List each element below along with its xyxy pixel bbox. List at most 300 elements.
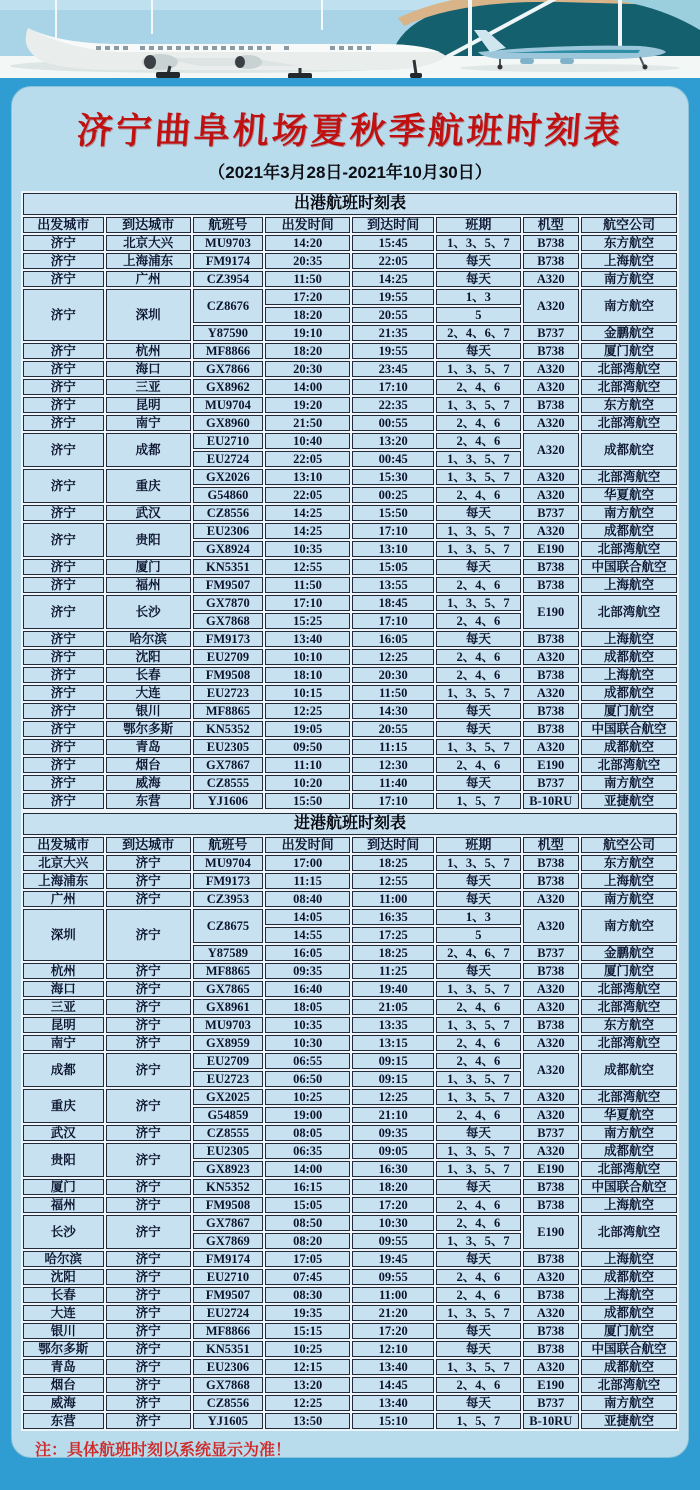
flight-no-cell: GX2025 <box>193 1089 263 1105</box>
depart-time-cell: 12:25 <box>265 1395 350 1411</box>
flight-no-cell: CZ3953 <box>193 891 263 907</box>
arrive-city-cell: 厦门 <box>106 559 191 575</box>
arrive-time-cell: 18:45 <box>352 595 434 611</box>
days-cell: 1、3、5、7 <box>436 739 520 755</box>
arrive-time-cell: 17:10 <box>352 523 434 539</box>
arrive-time-cell: 22:35 <box>352 397 434 413</box>
arrive-time-cell: 09:15 <box>352 1071 434 1087</box>
depart-city-cell: 长春 <box>23 1287 104 1303</box>
depart-city-cell: 重庆 <box>23 1089 104 1123</box>
page-title: 济宁曲阜机场夏秋季航班时刻表 <box>75 111 625 151</box>
aircraft-cell: B737 <box>523 945 579 961</box>
aircraft-cell: E190 <box>523 1377 579 1393</box>
airline-cell: 亚捷航空 <box>581 1413 677 1429</box>
depart-city-cell: 青岛 <box>23 1359 104 1375</box>
flight-row <box>23 963 677 979</box>
days-cell: 每天 <box>436 271 520 287</box>
depart-city-cell: 济宁 <box>23 415 104 431</box>
flight-no-cell: KN5352 <box>193 721 263 737</box>
depart-city-cell: 昆明 <box>23 1017 104 1033</box>
timetable-panel <box>11 86 689 1458</box>
arrive-time-cell: 13:15 <box>352 1035 434 1051</box>
col-header-depart-city: 出发城市 <box>23 217 104 233</box>
depart-city-cell: 深圳 <box>23 909 104 961</box>
arrive-time-cell: 13:20 <box>352 433 434 449</box>
arrive-city-cell: 济宁 <box>106 1287 191 1303</box>
depart-time-cell: 13:40 <box>265 631 350 647</box>
days-cell: 1、3、5、7 <box>436 1305 520 1321</box>
airline-cell: 成都航空 <box>581 649 677 665</box>
days-cell: 1、3、5、7 <box>436 1089 520 1105</box>
date-range: （2021年3月28日-2021年10月30日） <box>208 163 492 182</box>
arrive-city-cell: 济宁 <box>106 1413 191 1429</box>
depart-time-cell: 12:15 <box>265 1359 350 1375</box>
footer-note: 注：具体航班时刻以系统显示为准！ <box>35 1442 292 1459</box>
arrive-city-cell: 深圳 <box>106 289 191 341</box>
airline-cell: 北部湾航空 <box>581 757 677 773</box>
arrive-time-cell: 23:45 <box>352 361 434 377</box>
flight-no-cell: FM9174 <box>193 253 263 269</box>
depart-city-cell: 济宁 <box>23 793 104 809</box>
depart-city-cell: 威海 <box>23 1395 104 1411</box>
flight-row <box>23 577 677 593</box>
airline-cell: 上海航空 <box>581 631 677 647</box>
arrive-time-cell: 13:10 <box>352 541 434 557</box>
aircraft-cell: B738 <box>523 667 579 683</box>
depart-time-cell: 15:25 <box>265 613 350 629</box>
days-cell: 5 <box>436 927 520 943</box>
aircraft-cell: A320 <box>523 415 579 431</box>
days-cell: 1、3 <box>436 289 520 305</box>
days-cell: 每天 <box>436 631 520 647</box>
depart-time-cell: 10:30 <box>265 1035 350 1051</box>
depart-city-cell: 济宁 <box>23 757 104 773</box>
airline-cell: 南方航空 <box>581 775 677 791</box>
arrive-time-cell: 14:45 <box>352 1377 434 1393</box>
aircraft-cell: B737 <box>523 325 579 341</box>
airline-cell: 亚捷航空 <box>581 793 677 809</box>
airline-cell: 成都航空 <box>581 1269 677 1285</box>
arrive-city-cell: 北京大兴 <box>106 235 191 251</box>
airline-cell: 南方航空 <box>581 909 677 943</box>
days-cell: 每天 <box>436 1179 520 1195</box>
airline-cell: 成都航空 <box>581 739 677 755</box>
depart-city-cell: 济宁 <box>23 361 104 377</box>
flight-no-cell: CZ8556 <box>193 1395 263 1411</box>
arrive-time-cell: 15:30 <box>352 469 434 485</box>
section-title: 出港航班时刻表 <box>23 193 677 215</box>
flight-no-cell: KN5351 <box>193 1341 263 1357</box>
flight-no-cell: GX8924 <box>193 541 263 557</box>
arrive-time-cell: 18:25 <box>352 945 434 961</box>
airline-cell: 上海航空 <box>581 667 677 683</box>
depart-time-cell: 14:25 <box>265 523 350 539</box>
airline-cell: 厦门航空 <box>581 703 677 719</box>
depart-city-cell: 武汉 <box>23 1125 104 1141</box>
depart-time-cell: 08:05 <box>265 1125 350 1141</box>
days-cell: 1、3、5、7 <box>436 685 520 701</box>
airline-cell: 上海航空 <box>581 1197 677 1213</box>
flight-row <box>23 1287 677 1303</box>
depart-city-cell: 杭州 <box>23 963 104 979</box>
flight-row <box>23 1179 677 1195</box>
arrive-time-cell: 17:10 <box>352 379 434 395</box>
depart-city-cell: 成都 <box>23 1053 104 1087</box>
arrive-city-cell: 济宁 <box>106 1197 191 1213</box>
flight-row <box>23 1197 677 1213</box>
aircraft-cell: A320 <box>523 523 579 539</box>
arrive-time-cell: 15:45 <box>352 235 434 251</box>
arrive-city-cell: 杭州 <box>106 343 191 359</box>
depart-time-cell: 13:50 <box>265 1413 350 1429</box>
flight-no-cell: MF8865 <box>193 963 263 979</box>
arrive-city-cell: 烟台 <box>106 757 191 773</box>
arrive-city-cell: 济宁 <box>106 855 191 871</box>
arrive-time-cell: 13:35 <box>352 1017 434 1033</box>
depart-city-cell: 济宁 <box>23 649 104 665</box>
days-cell: 2、4、6 <box>436 433 520 449</box>
aircraft-cell: A320 <box>523 1035 579 1051</box>
flight-row <box>23 739 677 755</box>
depart-time-cell: 10:35 <box>265 1017 350 1033</box>
flight-row <box>23 523 677 539</box>
arrive-time-cell: 12:25 <box>352 1089 434 1105</box>
depart-time-cell: 06:50 <box>265 1071 350 1087</box>
arrive-city-cell: 青岛 <box>106 739 191 755</box>
airline-cell: 上海航空 <box>581 1251 677 1267</box>
days-cell: 1、5、7 <box>436 1413 520 1429</box>
days-cell: 每天 <box>436 1323 520 1339</box>
arrive-city-cell: 济宁 <box>106 1269 191 1285</box>
flight-row <box>23 235 677 251</box>
arrive-city-cell: 大连 <box>106 685 191 701</box>
depart-city-cell: 济宁 <box>23 379 104 395</box>
days-cell: 1、3、5、7 <box>436 855 520 871</box>
aircraft-cell: A320 <box>523 1107 579 1123</box>
depart-time-cell: 14:00 <box>265 379 350 395</box>
flight-no-cell: CZ8556 <box>193 505 263 521</box>
depart-city-cell: 济宁 <box>23 559 104 575</box>
flight-row <box>23 1053 677 1069</box>
flight-row <box>23 775 677 791</box>
arrive-time-cell: 11:15 <box>352 739 434 755</box>
arrive-time-cell: 21:35 <box>352 325 434 341</box>
depart-time-cell: 14:25 <box>265 505 350 521</box>
aircraft-cell: B738 <box>523 1017 579 1033</box>
airline-cell: 厦门航空 <box>581 963 677 979</box>
arrive-time-cell: 17:10 <box>352 793 434 809</box>
airline-cell: 成都航空 <box>581 433 677 467</box>
arrive-city-cell: 济宁 <box>106 1395 191 1411</box>
flight-no-cell: MF8865 <box>193 703 263 719</box>
arrive-time-cell: 18:25 <box>352 855 434 871</box>
aircraft-cell: E190 <box>523 541 579 557</box>
arrive-time-cell: 09:55 <box>352 1269 434 1285</box>
airline-cell: 上海航空 <box>581 577 677 593</box>
col-header-arrive-city: 到达城市 <box>106 217 191 233</box>
flight-row <box>23 1035 677 1051</box>
airline-cell: 南方航空 <box>581 271 677 287</box>
airline-cell: 华夏航空 <box>581 1107 677 1123</box>
depart-time-cell: 09:50 <box>265 739 350 755</box>
days-cell: 1、3、5、7 <box>436 595 520 611</box>
depart-city-cell: 哈尔滨 <box>23 1251 104 1267</box>
arrive-time-cell: 19:55 <box>352 289 434 305</box>
flight-no-cell: EU2306 <box>193 523 263 539</box>
aircraft-cell: B738 <box>523 253 579 269</box>
airline-cell: 金鹏航空 <box>581 945 677 961</box>
arrive-city-cell: 哈尔滨 <box>106 631 191 647</box>
airline-cell: 上海航空 <box>581 873 677 889</box>
days-cell: 2、4、6 <box>436 1215 520 1231</box>
airline-cell: 南方航空 <box>581 1395 677 1411</box>
depart-time-cell: 10:25 <box>265 1089 350 1105</box>
arrive-time-cell: 18:20 <box>352 1179 434 1195</box>
depart-city-cell: 鄂尔多斯 <box>23 1341 104 1357</box>
arrive-city-cell: 济宁 <box>106 1377 191 1393</box>
aircraft-cell: B738 <box>523 1251 579 1267</box>
aircraft-cell: B737 <box>523 1125 579 1141</box>
days-cell: 每天 <box>436 963 520 979</box>
days-cell: 2、4、6、7 <box>436 325 520 341</box>
airline-cell: 北部湾航空 <box>581 1161 677 1177</box>
airline-cell: 南方航空 <box>581 1125 677 1141</box>
arrive-city-cell: 济宁 <box>106 1143 191 1177</box>
flight-no-cell: GX7867 <box>193 1215 263 1231</box>
flight-row <box>23 253 677 269</box>
airport-illustration <box>0 0 700 78</box>
arrive-time-cell: 19:55 <box>352 343 434 359</box>
aircraft-cell: A320 <box>523 909 579 943</box>
depart-time-cell: 18:20 <box>265 343 350 359</box>
flight-no-cell: CZ8676 <box>193 289 263 323</box>
arrive-time-cell: 00:45 <box>352 451 434 467</box>
depart-time-cell: 19:05 <box>265 721 350 737</box>
depart-city-cell: 济宁 <box>23 685 104 701</box>
days-cell: 1、3、5、7 <box>436 1233 520 1249</box>
days-cell: 1、3、5、7 <box>436 1143 520 1159</box>
depart-time-cell: 07:45 <box>265 1269 350 1285</box>
arrive-time-cell: 10:30 <box>352 1215 434 1231</box>
arrive-time-cell: 20:55 <box>352 721 434 737</box>
arrive-city-cell: 三亚 <box>106 379 191 395</box>
days-cell: 每天 <box>436 721 520 737</box>
airline-cell: 南方航空 <box>581 505 677 521</box>
depart-time-cell: 19:20 <box>265 397 350 413</box>
arrive-city-cell: 东营 <box>106 793 191 809</box>
days-cell: 1、3、5、7 <box>436 1017 520 1033</box>
arrive-city-cell: 武汉 <box>106 505 191 521</box>
arrive-time-cell: 22:05 <box>352 253 434 269</box>
aircraft-cell: A320 <box>523 1053 579 1087</box>
depart-time-cell: 21:50 <box>265 415 350 431</box>
arrive-city-cell: 昆明 <box>106 397 191 413</box>
arrive-city-cell: 济宁 <box>106 1089 191 1123</box>
aircraft-cell: A320 <box>523 739 579 755</box>
flight-row <box>23 1017 677 1033</box>
aircraft-cell: B738 <box>523 873 579 889</box>
aircraft-cell: A320 <box>523 469 579 485</box>
flight-no-cell: GX7867 <box>193 757 263 773</box>
airline-cell: 上海航空 <box>581 1287 677 1303</box>
flight-no-cell: FM9508 <box>193 667 263 683</box>
airline-cell: 北部湾航空 <box>581 1035 677 1051</box>
days-cell: 2、4、6 <box>436 757 520 773</box>
depart-city-cell: 北京大兴 <box>23 855 104 871</box>
depart-city-cell: 东营 <box>23 1413 104 1429</box>
flight-no-cell: EU2723 <box>193 1071 263 1087</box>
aircraft-cell: E190 <box>523 595 579 629</box>
airline-cell: 东方航空 <box>581 235 677 251</box>
depart-city-cell: 沈阳 <box>23 1269 104 1285</box>
depart-city-cell: 上海浦东 <box>23 873 104 889</box>
arrive-time-cell: 19:45 <box>352 1251 434 1267</box>
flight-row <box>23 361 677 377</box>
arrive-time-cell: 09:05 <box>352 1143 434 1159</box>
arrive-city-cell: 济宁 <box>106 981 191 997</box>
depart-time-cell: 12:25 <box>265 703 350 719</box>
flight-no-cell: EU2709 <box>193 649 263 665</box>
depart-city-cell: 银川 <box>23 1323 104 1339</box>
arrive-city-cell: 威海 <box>106 775 191 791</box>
depart-time-cell: 14:20 <box>265 235 350 251</box>
airline-cell: 北部湾航空 <box>581 981 677 997</box>
airline-cell: 厦门航空 <box>581 1323 677 1339</box>
aircraft-cell: B738 <box>523 1197 579 1213</box>
flight-row <box>23 595 677 611</box>
flight-no-cell: GX7866 <box>193 361 263 377</box>
depart-time-cell: 18:20 <box>265 307 350 323</box>
aircraft-cell: B738 <box>523 1179 579 1195</box>
aircraft-cell: B737 <box>523 505 579 521</box>
flight-no-cell: FM9508 <box>193 1197 263 1213</box>
arrive-time-cell: 09:15 <box>352 1053 434 1069</box>
depart-time-cell: 06:35 <box>265 1143 350 1159</box>
depart-city-cell: 济宁 <box>23 469 104 503</box>
airport-scene-svg <box>0 0 700 78</box>
flight-no-cell: MF8866 <box>193 343 263 359</box>
flight-no-cell: EU2723 <box>193 685 263 701</box>
flight-no-cell: GX8961 <box>193 999 263 1015</box>
days-cell: 2、4、6 <box>436 1377 520 1393</box>
arrive-time-cell: 00:25 <box>352 487 434 503</box>
depart-time-cell: 16:15 <box>265 1179 350 1195</box>
departures <box>21 191 679 811</box>
col-header-airline: 航空公司 <box>581 837 677 853</box>
days-cell: 2、4、6 <box>436 1287 520 1303</box>
flight-row <box>23 505 677 521</box>
aircraft-cell: B738 <box>523 631 579 647</box>
arrive-time-cell: 20:30 <box>352 667 434 683</box>
depart-city-cell: 济宁 <box>23 397 104 413</box>
airline-cell: 东方航空 <box>581 1017 677 1033</box>
flight-no-cell: Y87589 <box>193 945 263 961</box>
col-header-depart-city: 出发城市 <box>23 837 104 853</box>
depart-city-cell: 济宁 <box>23 577 104 593</box>
depart-time-cell: 10:10 <box>265 649 350 665</box>
depart-time-cell: 22:05 <box>265 451 350 467</box>
flight-row <box>23 1143 677 1159</box>
depart-time-cell: 10:25 <box>265 1341 350 1357</box>
days-cell: 5 <box>436 307 520 323</box>
flight-no-cell: EU2724 <box>193 451 263 467</box>
depart-time-cell: 08:20 <box>265 1233 350 1249</box>
flight-no-cell: EU2710 <box>193 1269 263 1285</box>
depart-time-cell: 19:10 <box>265 325 350 341</box>
airline-cell: 上海航空 <box>581 253 677 269</box>
aircraft-cell: B738 <box>523 963 579 979</box>
arrive-time-cell: 12:25 <box>352 649 434 665</box>
flight-no-cell: FM9507 <box>193 577 263 593</box>
arrive-time-cell: 21:10 <box>352 1107 434 1123</box>
depart-time-cell: 19:35 <box>265 1305 350 1321</box>
flight-no-cell: EU2306 <box>193 1359 263 1375</box>
col-header-days: 班期 <box>436 837 520 853</box>
depart-time-cell: 19:00 <box>265 1107 350 1123</box>
arrive-city-cell: 济宁 <box>106 963 191 979</box>
arrive-time-cell: 16:30 <box>352 1161 434 1177</box>
airline-cell: 成都航空 <box>581 1053 677 1087</box>
days-cell: 1、3、5、7 <box>436 235 520 251</box>
arrive-time-cell: 12:55 <box>352 873 434 889</box>
flight-no-cell: GX7865 <box>193 981 263 997</box>
arrive-city-cell: 济宁 <box>106 1017 191 1033</box>
flight-no-cell: GX7869 <box>193 1233 263 1249</box>
days-cell: 2、4、6 <box>436 577 520 593</box>
flight-no-cell: G54860 <box>193 487 263 503</box>
flight-row <box>23 855 677 871</box>
arrive-time-cell: 20:55 <box>352 307 434 323</box>
flight-no-cell: EU2709 <box>193 1053 263 1069</box>
flight-no-cell: EU2710 <box>193 433 263 449</box>
days-cell: 1、3、5、7 <box>436 1071 520 1087</box>
depart-city-cell: 济宁 <box>23 343 104 359</box>
aircraft-cell: B-10RU <box>523 793 579 809</box>
aircraft-cell: A320 <box>523 649 579 665</box>
days-cell: 2、4、6、7 <box>436 945 520 961</box>
depart-time-cell: 18:10 <box>265 667 350 683</box>
arrive-city-cell: 济宁 <box>106 1053 191 1087</box>
days-cell: 每天 <box>436 559 520 575</box>
days-cell: 每天 <box>436 253 520 269</box>
depart-time-cell: 10:15 <box>265 685 350 701</box>
flight-no-cell: CZ8675 <box>193 909 263 943</box>
flight-row <box>23 757 677 773</box>
flight-row <box>23 1413 677 1429</box>
flight-row <box>23 1341 677 1357</box>
days-cell: 1、3、5、7 <box>436 469 520 485</box>
arrive-time-cell: 17:20 <box>352 1197 434 1213</box>
arrive-time-cell: 09:35 <box>352 1125 434 1141</box>
depart-time-cell: 13:10 <box>265 469 350 485</box>
arrive-city-cell: 济宁 <box>106 1035 191 1051</box>
arrive-time-cell: 11:50 <box>352 685 434 701</box>
col-header-arrive-time: 到达时间 <box>352 837 434 853</box>
flight-row <box>23 1269 677 1285</box>
airline-cell: 北部湾航空 <box>581 999 677 1015</box>
flight-no-cell: KN5352 <box>193 1179 263 1195</box>
airline-cell: 厦门航空 <box>581 343 677 359</box>
airline-cell: 北部湾航空 <box>581 361 677 377</box>
aircraft-cell: E190 <box>523 1161 579 1177</box>
depart-city-cell: 济宁 <box>23 253 104 269</box>
flight-no-cell: CZ3954 <box>193 271 263 287</box>
col-header-aircraft: 机型 <box>523 217 579 233</box>
arrive-city-cell: 沈阳 <box>106 649 191 665</box>
days-cell: 2、4、6 <box>436 1107 520 1123</box>
flight-row <box>23 271 677 287</box>
depart-time-cell: 14:55 <box>265 927 350 943</box>
